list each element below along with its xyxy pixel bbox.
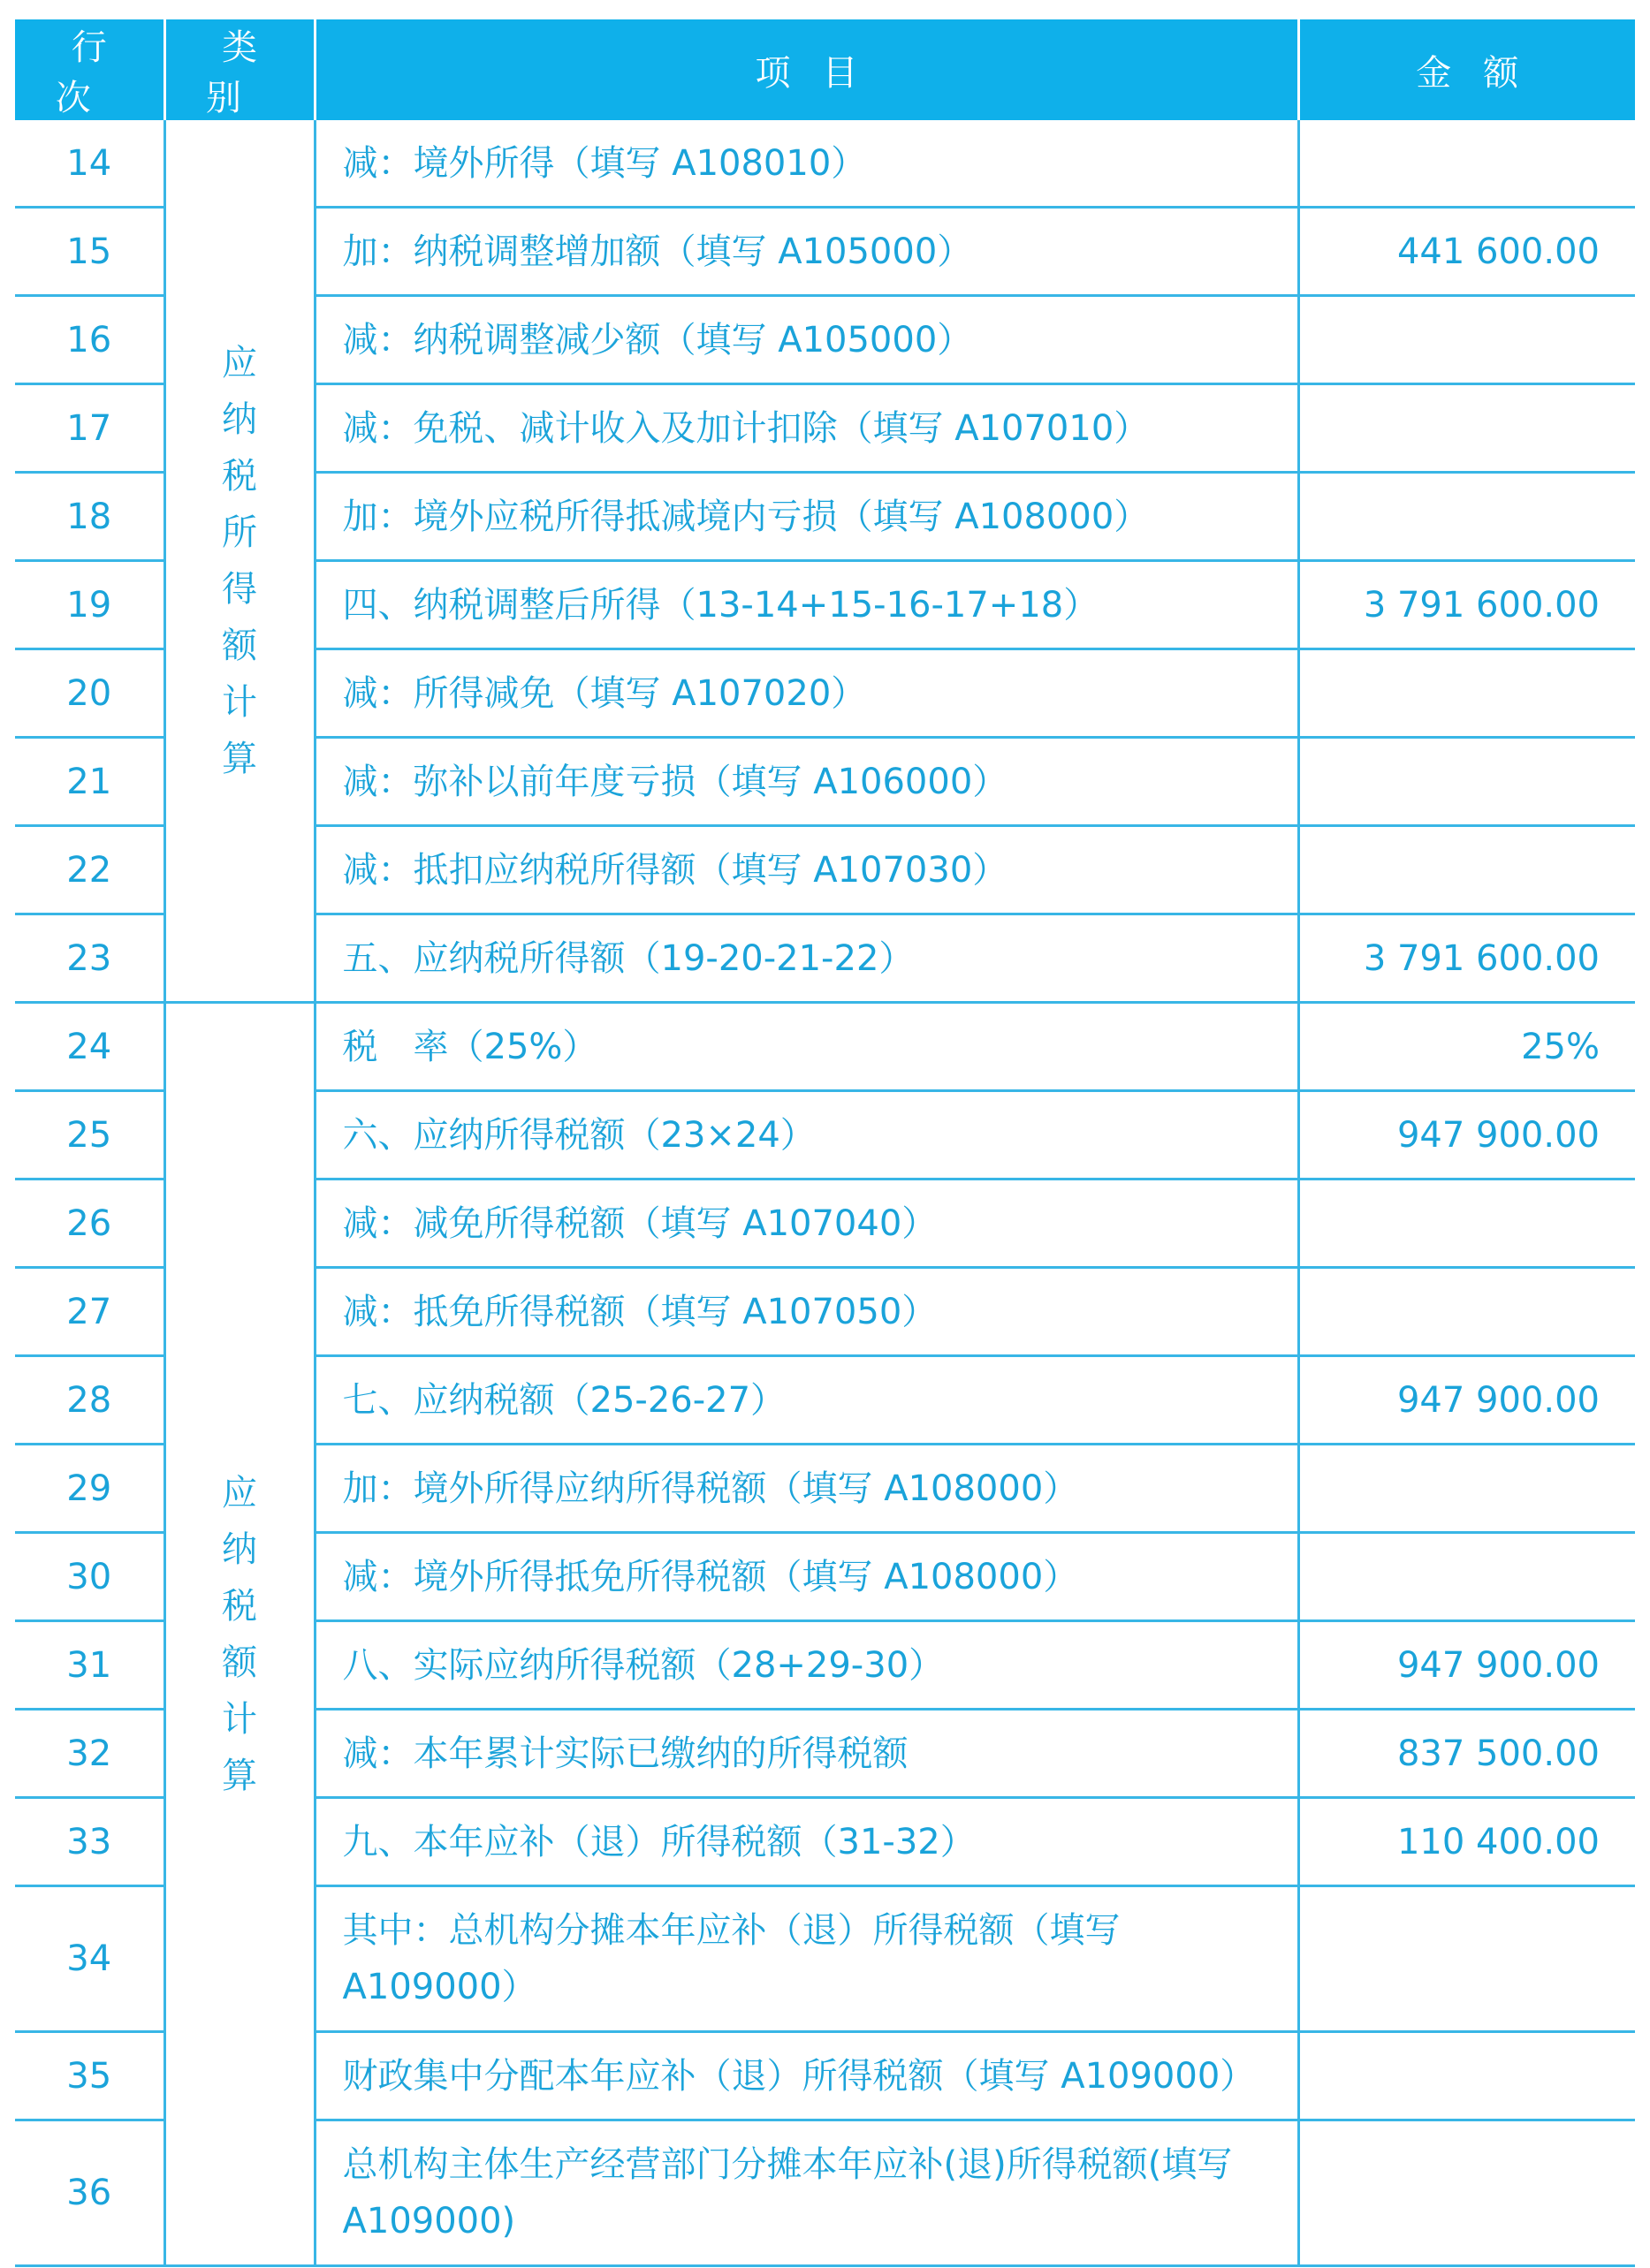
row-amount bbox=[1298, 473, 1635, 561]
row-amount bbox=[1298, 738, 1635, 826]
category-taxable-income: 应纳税所得额计算 bbox=[164, 120, 315, 1003]
row-amount: 947 900.00 bbox=[1298, 1356, 1635, 1445]
row-item: 减：境外所得（填写 A108010） bbox=[315, 120, 1298, 208]
row-amount bbox=[1298, 2120, 1635, 2266]
row-item: 减：纳税调整减少额（填写 A105000） bbox=[315, 296, 1298, 384]
row-amount bbox=[1298, 120, 1635, 208]
header-item: 项目 bbox=[315, 19, 1298, 120]
row-amount: 947 900.00 bbox=[1298, 1621, 1635, 1710]
row-item: 八、实际应纳所得税额（28+29-30） bbox=[315, 1621, 1298, 1710]
row-number: 21 bbox=[15, 738, 164, 826]
row-amount: 110 400.00 bbox=[1298, 1798, 1635, 1886]
row-number: 27 bbox=[15, 1268, 164, 1356]
row-amount bbox=[1298, 384, 1635, 473]
row-item: 减：抵免所得税额（填写 A107050） bbox=[315, 1268, 1298, 1356]
row-amount bbox=[1298, 1180, 1635, 1268]
row-number: 24 bbox=[15, 1003, 164, 1091]
row-amount bbox=[1298, 1445, 1635, 1533]
row-item: 减：境外所得抵免所得税额（填写 A108000） bbox=[315, 1533, 1298, 1621]
row-number: 19 bbox=[15, 561, 164, 649]
row-item: 减：免税、减计收入及加计扣除（填写 A107010） bbox=[315, 384, 1298, 473]
header-category: 类别 bbox=[164, 19, 315, 120]
row-item: 加：境外所得应纳所得税额（填写 A108000） bbox=[315, 1445, 1298, 1533]
row-number: 16 bbox=[15, 296, 164, 384]
row-amount: 3 791 600.00 bbox=[1298, 914, 1635, 1003]
row-amount bbox=[1298, 1886, 1635, 2032]
row-number: 23 bbox=[15, 914, 164, 1003]
row-number: 33 bbox=[15, 1798, 164, 1886]
row-item: 七、应纳税额（25-26-27） bbox=[315, 1356, 1298, 1445]
row-item: 减：本年累计实际已缴纳的所得税额 bbox=[315, 1710, 1298, 1798]
row-item: 加：纳税调整增加额（填写 A105000） bbox=[315, 208, 1298, 296]
row-item: 五、应纳税所得额（19-20-21-22） bbox=[315, 914, 1298, 1003]
row-item: 六、应纳所得税额（23×24） bbox=[315, 1091, 1298, 1180]
row-item: 九、本年应补（退）所得税额（31-32） bbox=[315, 1798, 1298, 1886]
tax-return-table bbox=[15, 19, 1635, 2267]
row-amount bbox=[1298, 649, 1635, 738]
row-number: 14 bbox=[15, 120, 164, 208]
row-number: 31 bbox=[15, 1621, 164, 1710]
row-item: 财政集中分配本年应补（退）所得税额（填写 A109000） bbox=[315, 2032, 1298, 2120]
tax-return-table-container bbox=[15, 19, 1635, 2267]
row-amount bbox=[1298, 1533, 1635, 1621]
row-number: 29 bbox=[15, 1445, 164, 1533]
row-item: 减：弥补以前年度亏损（填写 A106000） bbox=[315, 738, 1298, 826]
row-number: 34 bbox=[15, 1886, 164, 2032]
row-item: 减：减免所得税额（填写 A107040） bbox=[315, 1180, 1298, 1268]
row-number: 17 bbox=[15, 384, 164, 473]
row-amount: 3 791 600.00 bbox=[1298, 561, 1635, 649]
row-item: 加：境外应税所得抵减境内亏损（填写 A108000） bbox=[315, 473, 1298, 561]
table-row bbox=[15, 1003, 1635, 1091]
row-number: 32 bbox=[15, 1710, 164, 1798]
row-amount: 837 500.00 bbox=[1298, 1710, 1635, 1798]
row-item: 其中：总机构分摊本年应补（退）所得税额（填写 A109000） bbox=[315, 1886, 1298, 2032]
row-number: 26 bbox=[15, 1180, 164, 1268]
table-row bbox=[15, 120, 1635, 208]
header-amount: 金额 bbox=[1298, 19, 1635, 120]
category-tax-payable: 应纳税额计算 bbox=[164, 1003, 315, 2266]
row-number: 28 bbox=[15, 1356, 164, 1445]
row-number: 25 bbox=[15, 1091, 164, 1180]
header-row-number: 行次 bbox=[15, 19, 164, 120]
row-number: 18 bbox=[15, 473, 164, 561]
row-amount bbox=[1298, 1268, 1635, 1356]
row-item: 减：抵扣应纳税所得额（填写 A107030） bbox=[315, 826, 1298, 914]
table-header bbox=[15, 19, 1635, 120]
row-number: 20 bbox=[15, 649, 164, 738]
table-body bbox=[15, 120, 1635, 2266]
row-number: 30 bbox=[15, 1533, 164, 1621]
row-amount bbox=[1298, 296, 1635, 384]
row-amount bbox=[1298, 2032, 1635, 2120]
row-item: 税 率（25%） bbox=[315, 1003, 1298, 1091]
row-amount bbox=[1298, 826, 1635, 914]
row-number: 36 bbox=[15, 2120, 164, 2266]
row-amount: 947 900.00 bbox=[1298, 1091, 1635, 1180]
row-item: 总机构主体生产经营部门分摊本年应补(退)所得税额(填写 A109000) bbox=[315, 2120, 1298, 2266]
row-item: 减：所得减免（填写 A107020） bbox=[315, 649, 1298, 738]
row-number: 22 bbox=[15, 826, 164, 914]
row-amount: 25% bbox=[1298, 1003, 1635, 1091]
row-amount: 441 600.00 bbox=[1298, 208, 1635, 296]
row-number: 35 bbox=[15, 2032, 164, 2120]
row-item: 四、纳税调整后所得（13-14+15-16-17+18） bbox=[315, 561, 1298, 649]
row-number: 15 bbox=[15, 208, 164, 296]
